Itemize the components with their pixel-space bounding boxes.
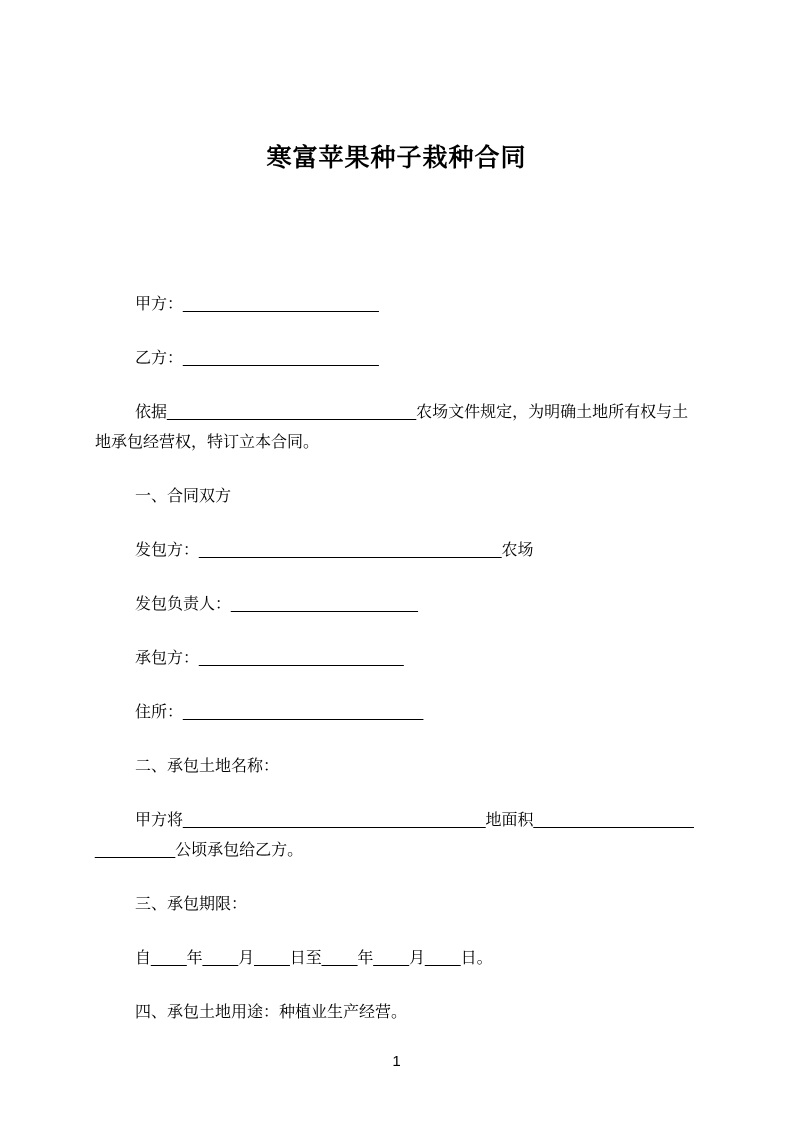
party-b-line: 乙方：______________________ [135, 350, 379, 367]
issuer-line: 发包方：__________________________________农场 [135, 542, 534, 559]
page-number: 1 [392, 1053, 401, 1070]
land-area-clause: 甲方将__________________________________地面积___________________________公顷承包给乙方。 [95, 812, 694, 859]
party-a-line: 甲方：______________________ [135, 296, 379, 313]
contractor-line: 承包方：_______________________ [135, 650, 404, 667]
section-3-heading: 三、承包期限： [135, 896, 248, 913]
section-4-heading: 四、承包土地用途：种植业生产经营。 [135, 1004, 408, 1021]
issuer-representative-line: 发包负责人：_____________________ [135, 596, 418, 613]
preamble: 依据____________________________农场文件规定，为明确土地所有权与土地承包经营权，特订立本合同。 [95, 404, 689, 451]
contract-term-line: 自____年____月____日至____年____月____日。 [135, 950, 493, 967]
section-2-heading: 二、承包土地名称： [135, 758, 280, 775]
address-line: 住所：___________________________ [135, 704, 424, 721]
section-1-heading: 一、合同双方 [135, 488, 232, 505]
document-title: 寒富苹果种子栽种合同 [266, 144, 527, 172]
